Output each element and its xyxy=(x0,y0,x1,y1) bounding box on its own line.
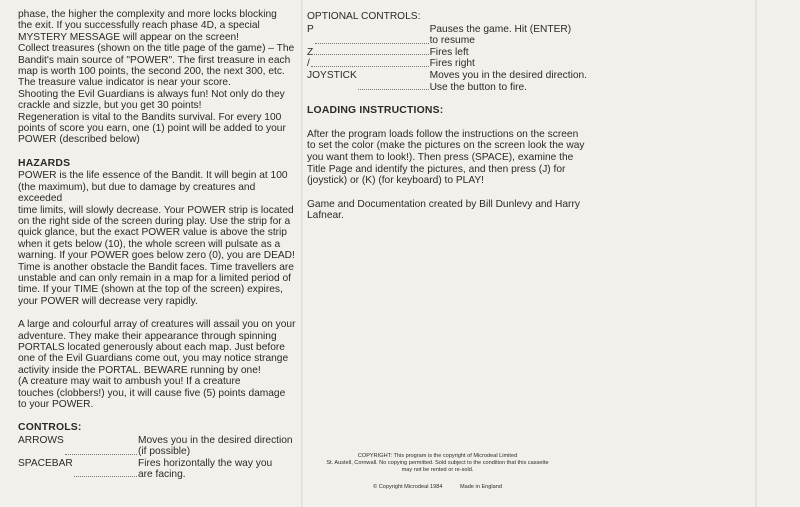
control-desc: Fires horizontally the way you xyxy=(138,457,273,469)
intro-line: Bandit's main source of "POWER". The first treasure in each xyxy=(18,54,291,66)
dot-leader xyxy=(65,435,137,455)
creatures-line: A large and colourful array of creatures will assail you on your xyxy=(18,319,296,331)
hazards-line: Time is another obstacle the Bandit faces. Time travellers are xyxy=(18,261,294,273)
copyright-line: COPYRIGHT: This program is the copyright of Microdeal Limited xyxy=(357,453,518,459)
hazards-line: when it gets below (10), the whole screen will pulsate as a xyxy=(18,238,281,250)
hazards-line: warning. If your POWER goes below zero (0), you are DEAD! xyxy=(18,250,295,262)
optional-heading: OPTIONAL CONTROLS: xyxy=(307,11,421,22)
control-key: SPACEBAR xyxy=(18,457,73,469)
intro-line: Regeneration is vital to the Bandits survival. For every 100 xyxy=(18,111,282,123)
copyright-mark: © Copyright Microdeal 1984 xyxy=(373,484,443,490)
control-key: ARROWS xyxy=(18,434,64,446)
control-row-spacebar xyxy=(18,458,298,481)
control-desc-extra: (if possible) xyxy=(138,446,191,458)
controls-list xyxy=(18,435,298,481)
hazards-line: unstable and can only remain in a map for a limited period of xyxy=(18,272,291,284)
control-desc-extra: to resume xyxy=(429,35,475,47)
creatures-line: PORTALS located generously about each map. Just before xyxy=(18,341,285,353)
credits-line: Game and Documentation created by Bill Dunlevy and Harry xyxy=(307,198,580,210)
creatures-line: to your POWER. xyxy=(18,399,94,410)
left-column xyxy=(18,9,298,480)
right-column xyxy=(307,11,599,234)
intro-line: Collect treasures (shown on the title page of the game) – The xyxy=(18,43,295,55)
control-key: Z xyxy=(307,46,314,58)
loading-heading: LOADING INSTRUCTIONS: xyxy=(307,105,444,117)
loading-section xyxy=(307,129,599,187)
hazards-line: quick glance, but the exact POWER value is above the strip xyxy=(18,227,287,239)
optional-row-z xyxy=(307,47,599,59)
intro-line: MYSTERY MESSAGE will appear on the screen! xyxy=(18,31,240,43)
control-desc: Moves you in the desired direction. xyxy=(429,69,588,81)
loading-line: to set the color (make the pictures on the screen look the way xyxy=(307,140,585,152)
hazards-line: on the right side of the screen during play. Use the strip for a xyxy=(18,215,291,227)
optional-row-joystick xyxy=(307,70,599,93)
copyright-notice xyxy=(305,453,570,475)
intro-line: map is worth 100 points, the second 200, the next 300, etc. xyxy=(18,66,285,78)
creatures-line: adventure. They make their appearance through spinning xyxy=(18,330,277,342)
hazards-line: (the maximum), but due to damage by creatures and exceeded xyxy=(18,181,256,205)
dot-leader xyxy=(314,47,428,56)
hazards-line: your POWER will decrease very rapidly. xyxy=(18,295,198,307)
copyright-footer xyxy=(305,484,570,490)
control-desc: Moves you in the desired direction xyxy=(138,434,293,446)
intro-line: the exit. If you successfully reach phase 4D, a special xyxy=(18,20,260,32)
loading-line: Title Page and identify the pictures, and then press (J) for xyxy=(307,163,566,175)
hazards-line: time. If your TIME (shown at the top of the screen) expires, xyxy=(18,284,283,296)
creatures-line: one of the Evil Guardians come out, you may notice strange xyxy=(18,353,289,365)
dot-leader xyxy=(358,70,429,90)
optional-row-p xyxy=(307,24,599,47)
dot-leader xyxy=(74,458,137,478)
control-desc: Fires right xyxy=(429,58,475,70)
creatures-section xyxy=(18,319,298,410)
intro-line: POWER (described below) xyxy=(18,134,140,146)
hazards-heading: HAZARDS xyxy=(18,157,71,169)
controls-heading: CONTROLS: xyxy=(18,422,82,434)
intro-line: points of score you earn, one (1) point will be added to your xyxy=(18,123,286,135)
control-row-arrows xyxy=(18,435,298,458)
copyright-line: may not be rented or re-sold. xyxy=(401,467,474,474)
control-desc: Fires left xyxy=(429,46,469,58)
control-desc-extra: are facing. xyxy=(138,469,186,481)
optional-controls-list xyxy=(307,24,599,94)
dot-leader xyxy=(311,58,429,67)
hazards-line: POWER is the life essence of the Bandit. It will begin at 100 xyxy=(18,170,288,182)
dot-leader xyxy=(315,24,429,44)
intro-line: phase, the higher the complexity and more locks blocking xyxy=(18,9,277,20)
control-desc: Pauses the game. Hit (ENTER) xyxy=(429,23,572,35)
loading-line: After the program loads follow the instructions on the screen xyxy=(307,128,579,140)
control-key: JOYSTICK xyxy=(307,69,357,81)
creatures-line: (A creature may wait to ambush you! If a creature xyxy=(18,376,241,388)
credits-section xyxy=(307,199,599,222)
loading-line: (joystick) or (K) (for keyboard) to PLAY! xyxy=(307,175,485,187)
creatures-line: activity inside the PORTAL. BEWARE running by one! xyxy=(18,364,261,376)
credits-line: Lafnear. xyxy=(307,210,344,222)
intro-line: crackle and sizzle, but you get 30 points! xyxy=(18,100,202,112)
loading-line: you want them to look!). Then press (SPACE), examine the xyxy=(307,151,574,163)
intro-line: The treasure value indicator is near your score. xyxy=(18,77,231,89)
hazards-line: time limits, will slowly decrease. Your POWER strip is located xyxy=(18,204,294,216)
control-desc-extra: Use the button to fire. xyxy=(429,81,527,93)
page-crease xyxy=(755,0,757,507)
page-fold xyxy=(301,0,304,507)
copyright-line: St. Austell, Cornwall. No copying permitted. Sold subject to the condition that this cassette xyxy=(326,460,549,467)
intro-line: Shooting the Evil Guardians is always fun! Not only do they xyxy=(18,88,285,100)
hazards-section xyxy=(18,170,298,307)
made-in-label: Made in England xyxy=(460,484,502,490)
intro-section xyxy=(18,9,298,146)
optional-row-slash xyxy=(307,58,599,70)
control-key: P xyxy=(307,23,314,35)
creatures-line: touches (clobbers!) you, it will cause five (5) points damage xyxy=(18,387,286,399)
control-key: / xyxy=(307,58,310,70)
